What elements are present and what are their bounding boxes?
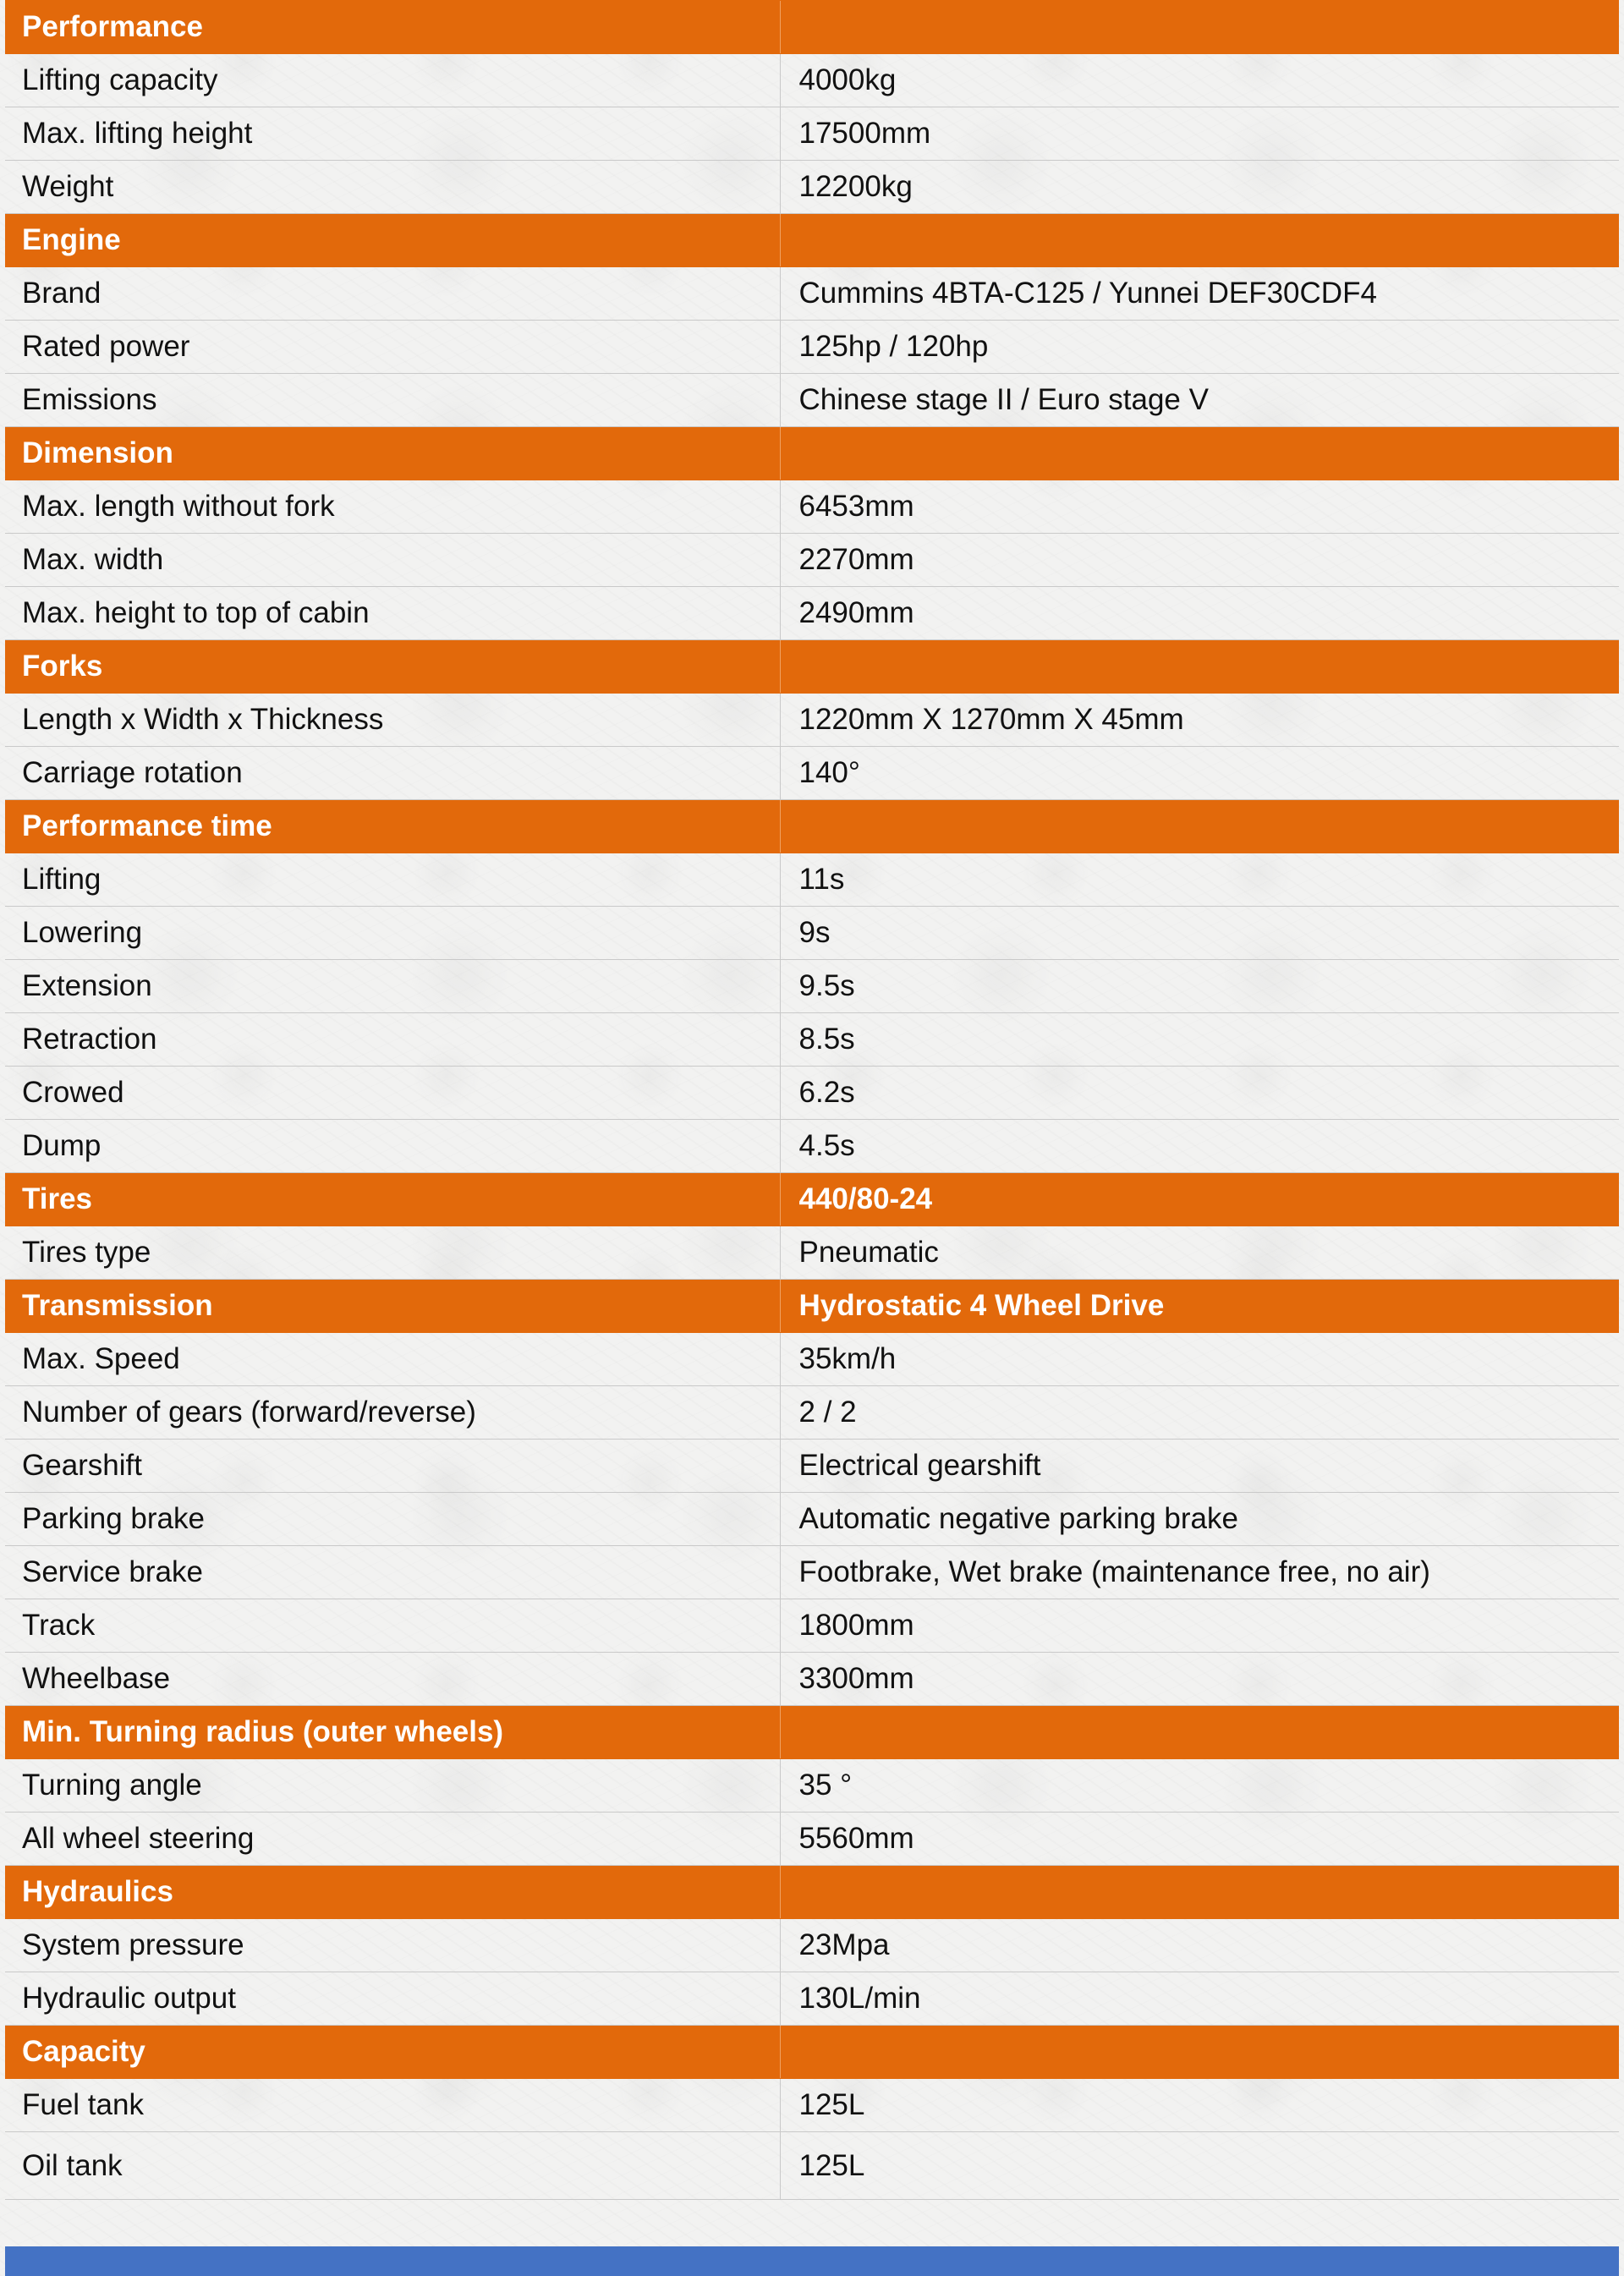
spec-label: Oil tank: [5, 2132, 780, 2200]
spec-label: Gearshift: [5, 1440, 780, 1493]
spec-row: [5, 1813, 1619, 1866]
spec-row: [5, 321, 1619, 374]
bottom-bar: [5, 2246, 1619, 2276]
spec-value: 6.2s: [780, 1067, 1619, 1120]
spec-row: [5, 1333, 1619, 1386]
spec-row: [5, 1759, 1619, 1813]
section-title: Min. Turning radius (outer wheels): [5, 1706, 780, 1759]
spec-value: 1220mm X 1270mm X 45mm: [780, 694, 1619, 747]
spec-value: Cummins 4BTA-C125 / Yunnei DEF30CDF4: [780, 267, 1619, 321]
section-title: Dimension: [5, 427, 780, 480]
section-title: Transmission: [5, 1280, 780, 1333]
section-header-row: [5, 1866, 1619, 1919]
spec-row: [5, 1386, 1619, 1440]
spec-value: 11s: [780, 853, 1619, 907]
spec-label: Max. length without fork: [5, 480, 780, 534]
spec-value: 125L: [780, 2079, 1619, 2132]
section-header-row: [5, 640, 1619, 694]
spec-row: [5, 587, 1619, 640]
spec-label: Extension: [5, 960, 780, 1013]
spec-row: [5, 747, 1619, 800]
spec-value: 9.5s: [780, 960, 1619, 1013]
spec-value: 2270mm: [780, 534, 1619, 587]
section-title: Hydraulics: [5, 1866, 780, 1919]
spec-label: Max. width: [5, 534, 780, 587]
spec-table: [5, 0, 1619, 2200]
spec-value: Footbrake, Wet brake (maintenance free, no air): [780, 1546, 1619, 1599]
spec-label: Carriage rotation: [5, 747, 780, 800]
spec-value: 35 °: [780, 1759, 1619, 1813]
spec-row: [5, 1599, 1619, 1653]
spec-row: [5, 161, 1619, 214]
spec-value: 8.5s: [780, 1013, 1619, 1067]
section-header-row: [5, 1173, 1619, 1226]
spec-row: [5, 694, 1619, 747]
section-value: [780, 214, 1619, 267]
spec-row: [5, 1067, 1619, 1120]
spec-label: Emissions: [5, 374, 780, 427]
spec-value: 17500mm: [780, 107, 1619, 161]
spec-value: Electrical gearshift: [780, 1440, 1619, 1493]
spec-value: 4000kg: [780, 54, 1619, 107]
spec-value: 12200kg: [780, 161, 1619, 214]
spec-label: Length x Width x Thickness: [5, 694, 780, 747]
spec-label: Hydraulic output: [5, 1972, 780, 2026]
section-header-row: [5, 1706, 1619, 1759]
section-header-row: [5, 214, 1619, 267]
spec-row: [5, 267, 1619, 321]
section-value: [780, 1866, 1619, 1919]
section-header-row: [5, 1280, 1619, 1333]
section-value: [780, 427, 1619, 480]
section-title: Performance time: [5, 800, 780, 853]
spec-row: [5, 853, 1619, 907]
spec-row: [5, 1226, 1619, 1280]
section-header-row: [5, 2026, 1619, 2079]
spec-label: Max. height to top of cabin: [5, 587, 780, 640]
spec-value: Chinese stage II / Euro stage V: [780, 374, 1619, 427]
spec-label: Retraction: [5, 1013, 780, 1067]
spec-row: [5, 374, 1619, 427]
spec-row: [5, 107, 1619, 161]
spec-row: [5, 480, 1619, 534]
spec-value: Automatic negative parking brake: [780, 1493, 1619, 1546]
section-header-row: [5, 1, 1619, 54]
section-header-row: [5, 800, 1619, 853]
spec-label: Wheelbase: [5, 1653, 780, 1706]
spec-row: [5, 534, 1619, 587]
section-header-row: [5, 427, 1619, 480]
spec-label: All wheel steering: [5, 1813, 780, 1866]
spec-row: [5, 1013, 1619, 1067]
spec-label: Dump: [5, 1120, 780, 1173]
spec-label: Lifting: [5, 853, 780, 907]
spec-value: 6453mm: [780, 480, 1619, 534]
spec-value: 23Mpa: [780, 1919, 1619, 1972]
spec-row: [5, 1972, 1619, 2026]
spec-table-body: [5, 1, 1619, 2200]
spec-value: Pneumatic: [780, 1226, 1619, 1280]
spec-row: [5, 1919, 1619, 1972]
spec-row: [5, 1120, 1619, 1173]
spec-label: Parking brake: [5, 1493, 780, 1546]
spec-value: 35km/h: [780, 1333, 1619, 1386]
section-value: [780, 1, 1619, 54]
spec-value: 125hp / 120hp: [780, 321, 1619, 374]
spec-label: System pressure: [5, 1919, 780, 1972]
spec-value: 5560mm: [780, 1813, 1619, 1866]
spec-row: [5, 960, 1619, 1013]
section-title: Tires: [5, 1173, 780, 1226]
spec-label: Fuel tank: [5, 2079, 780, 2132]
spec-label: Brand: [5, 267, 780, 321]
spec-row: [5, 907, 1619, 960]
spec-label: Lowering: [5, 907, 780, 960]
spec-label: Rated power: [5, 321, 780, 374]
spec-label: Tires type: [5, 1226, 780, 1280]
spec-label: Max. Speed: [5, 1333, 780, 1386]
spec-row: [5, 1653, 1619, 1706]
section-value: 440/80-24: [780, 1173, 1619, 1226]
spec-value: 130L/min: [780, 1972, 1619, 2026]
spec-row: [5, 54, 1619, 107]
spec-value: 3300mm: [780, 1653, 1619, 1706]
section-value: [780, 1706, 1619, 1759]
spec-label: Turning angle: [5, 1759, 780, 1813]
spec-label: Track: [5, 1599, 780, 1653]
spec-row: [5, 1440, 1619, 1493]
spec-value: 1800mm: [780, 1599, 1619, 1653]
spec-row: [5, 1493, 1619, 1546]
section-title: Performance: [5, 1, 780, 54]
section-value: [780, 2026, 1619, 2079]
spec-label: Service brake: [5, 1546, 780, 1599]
section-value: [780, 800, 1619, 853]
spec-label: Max. lifting height: [5, 107, 780, 161]
section-title: Engine: [5, 214, 780, 267]
section-title: Capacity: [5, 2026, 780, 2079]
section-value: Hydrostatic 4 Wheel Drive: [780, 1280, 1619, 1333]
section-value: [780, 640, 1619, 694]
spec-value: 2490mm: [780, 587, 1619, 640]
spec-label: Weight: [5, 161, 780, 214]
spec-row: [5, 2132, 1619, 2200]
spec-value: 4.5s: [780, 1120, 1619, 1173]
spec-label: Crowed: [5, 1067, 780, 1120]
spec-label: Lifting capacity: [5, 54, 780, 107]
spec-value: 2 / 2: [780, 1386, 1619, 1440]
spec-row: [5, 1546, 1619, 1599]
section-title: Forks: [5, 640, 780, 694]
spec-row: [5, 2079, 1619, 2132]
spec-value: 9s: [780, 907, 1619, 960]
spec-label: Number of gears (forward/reverse): [5, 1386, 780, 1440]
spec-value: 140°: [780, 747, 1619, 800]
spec-value: 125L: [780, 2132, 1619, 2200]
